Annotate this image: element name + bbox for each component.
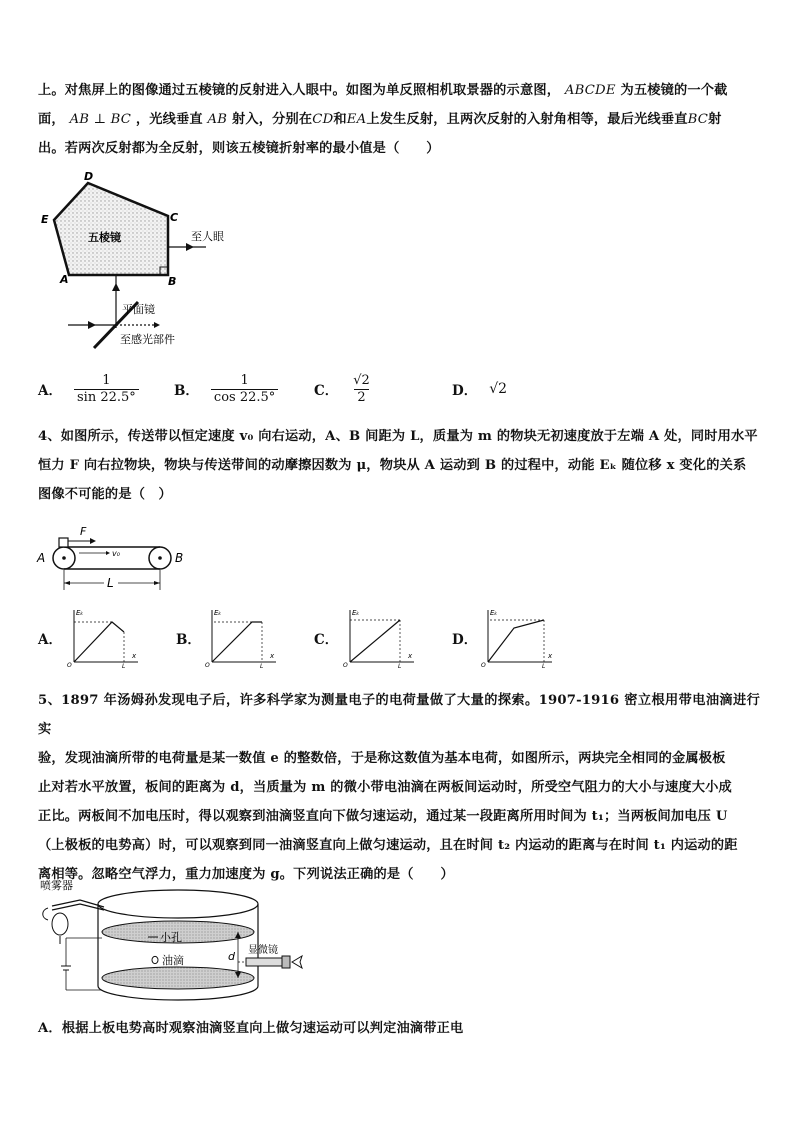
prism-label: 五棱镜 — [88, 231, 121, 244]
q3-options — [38, 369, 760, 409]
svg-text:L: L — [107, 576, 114, 590]
svg-text:L: L — [542, 663, 546, 668]
q4-option-d[interactable]: D． — [452, 631, 478, 648]
svg-text:x: x — [132, 652, 137, 660]
svg-text:显微镜: 显微镜 — [248, 945, 278, 956]
curve — [488, 620, 544, 662]
q3-option-a[interactable]: A． $\frac{1}{\sin 22.5^\circ}$ — [38, 369, 139, 409]
cylinder-top — [98, 890, 258, 918]
mirror-label: 平面镜 — [122, 303, 155, 316]
q3-stem — [38, 76, 760, 163]
q3-line1: 上。对焦屏上的图像通过五棱镜的反射进入人眼中。如图为单反照相机取景器的示意图， ABCDE 为五棱镜的一个截 — [38, 83, 728, 98]
q4-graph-c — [340, 606, 420, 668]
pentaprism-shape — [54, 183, 168, 275]
fraction: $\frac{√2}{2}$ — [353, 372, 370, 405]
svg-text:喷雾器: 喷雾器 — [40, 880, 73, 892]
svg-text:d: d — [228, 950, 235, 963]
q5-line5: （上极板的电势高）时，可以观察到同一油滴竖直向上做匀速运动，且在时间 t₂ 内运动的距离与在时间 t₁ 内运动的距 — [38, 838, 738, 853]
svg-text:小孔: 小孔 — [160, 931, 182, 944]
q4-line3: 图像不可能的是（ ） — [38, 487, 172, 502]
q3-line2: 面， AB ⊥ BC ，光线垂直 AB 射入，分别在CD和EA上发生反射，且两次反射的入射角相等，最后光线垂直BC射 — [38, 112, 722, 127]
conveyor-figure — [34, 520, 194, 600]
curve — [74, 622, 124, 662]
q5-stem — [38, 686, 760, 889]
svg-text:O: O — [67, 662, 72, 668]
svg-text:Eₖ: Eₖ — [352, 609, 360, 617]
pentaprism-figure — [36, 168, 266, 353]
q4-graph-d — [478, 606, 558, 668]
millikan-figure — [36, 880, 326, 1012]
label-A: A — [60, 273, 69, 286]
block — [59, 538, 68, 547]
svg-text:Eₖ: Eₖ — [490, 609, 498, 617]
eye-label: 至人眼 — [191, 230, 224, 243]
q4-option-b[interactable]: B． — [176, 631, 201, 648]
label-D: D — [84, 170, 94, 183]
sprayer-bulb — [52, 913, 68, 935]
svg-text:L: L — [260, 663, 264, 668]
svg-text:B: B — [175, 551, 184, 565]
sprayer-nozzle — [52, 900, 104, 907]
q5-line2: 验，发现油滴所带的电荷量是某一数值 e 的整数倍，于是称这数值为基本电荷，如图所示，两块完全相同的金属极板 — [38, 751, 726, 766]
curve — [350, 620, 400, 662]
q4-stem — [38, 422, 760, 509]
svg-text:O: O — [481, 662, 486, 668]
svg-text:x: x — [408, 652, 413, 660]
svg-text:F: F — [80, 525, 87, 538]
svg-text:O: O — [343, 662, 348, 668]
arrow-right-icon — [154, 322, 160, 328]
svg-text:油滴: 油滴 — [162, 954, 184, 967]
q5-option-a[interactable]: A．根据上板电势高时观察油滴竖直向上做匀速运动可以判定油滴带正电 — [38, 1021, 464, 1036]
label-C: C — [170, 211, 179, 224]
lower-plate — [102, 967, 254, 989]
q4-line1: 4、如图所示，传送带以恒定速度 v₀ 向右运动，A、B 间距为 L，质量为 m 的物块无初速度放于左端 A 处，同时用水平 — [38, 429, 758, 444]
svg-text:O: O — [205, 662, 210, 668]
eye-icon — [292, 956, 302, 968]
label-E: E — [41, 213, 49, 226]
q3-option-c[interactable]: C． $\frac{√2}{2}$ — [314, 369, 373, 409]
q4-option-c[interactable]: C． — [314, 631, 339, 648]
svg-text:Eₖ: Eₖ — [76, 609, 84, 617]
q3-option-d[interactable]: D． √2 — [452, 381, 508, 399]
q3-option-b[interactable]: B． $\frac{1}{\cos 22.5^\circ}$ — [174, 369, 278, 409]
q4-line2: 恒力 F 向右拉物块，物块与传送带间的动摩擦因数为 μ，物块从 A 运动到 B 的过程中，动能 Eₖ 随位移 x 变化的关系 — [38, 458, 747, 473]
q5-line1: 5、1897 年汤姆孙发现电子后，许多科学家为测量电子的电荷量做了大量的探索。1907-1916 密立根用带电油滴进行实 — [38, 693, 760, 737]
arrow-right-icon — [90, 538, 96, 544]
arrow-right-icon — [186, 243, 194, 251]
q5-line3: 止对若水平放置，板间的距离为 d，当质量为 m 的微小带电油滴在两板间运动时，所受空气阻力的大小与速度大小成 — [38, 780, 732, 795]
q3-line3: 出。若两次反射都为全反射，则该五棱镜折射率的最小值是（ ） — [38, 141, 440, 156]
svg-text:x: x — [548, 652, 553, 660]
arrow-right-icon — [106, 551, 110, 555]
label-B: B — [168, 275, 177, 288]
q5-line6: 离相等。忽略空气浮力，重力加速度为 g。下列说法正确的是（ ） — [38, 867, 454, 882]
curve — [212, 622, 262, 662]
svg-text:x: x — [270, 652, 275, 660]
q4-graph-b — [202, 606, 282, 668]
q4-option-a[interactable]: A． — [38, 631, 62, 648]
svg-text:A: A — [37, 551, 46, 565]
arrow-right-icon — [88, 321, 96, 329]
svg-text:Eₖ: Eₖ — [214, 609, 222, 617]
sensor-label: 至感光部件 — [120, 333, 175, 346]
oil-drop-icon — [152, 956, 158, 963]
svg-text:v₀: v₀ — [112, 549, 120, 558]
fraction: $\frac{1}{\sin 22.5^\circ}$ — [74, 373, 139, 406]
svg-text:L: L — [398, 663, 402, 668]
arrow-up-icon — [112, 283, 120, 291]
q5-line4: 正比。两板间不加电压时，得以观察到油滴竖直向下做匀速运动，通过某一段距离所用时间为 t₁；当两板间加电压 U — [38, 809, 728, 824]
q4-graph-a — [64, 606, 144, 668]
fraction: $\frac{1}{\cos 22.5^\circ}$ — [211, 373, 278, 406]
svg-text:L: L — [122, 663, 126, 668]
